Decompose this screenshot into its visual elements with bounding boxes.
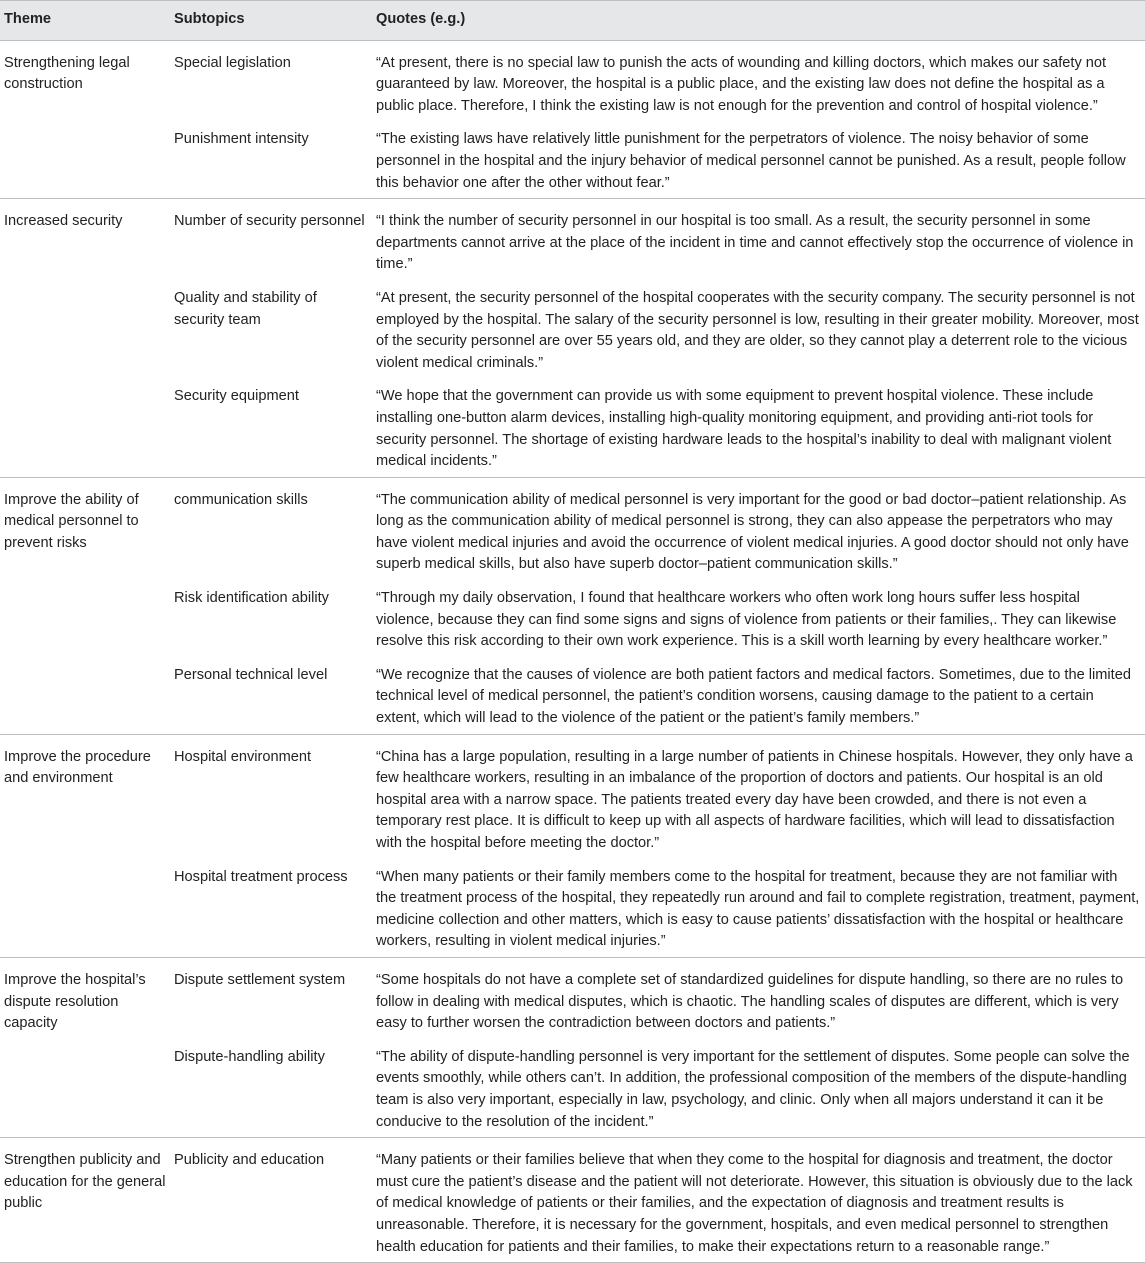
table-row (0, 734, 1145, 860)
header-subtopics: Subtopics (170, 1, 372, 41)
table-row (0, 40, 1145, 123)
subtopic-cell: Special legislation (174, 54, 291, 71)
table-header (0, 1, 1145, 41)
table-row (0, 199, 1145, 282)
theme-cell: Improve the procedure and environment (0, 734, 170, 957)
subtopic-cell: Dispute-handling ability (170, 1041, 372, 1138)
quote-cell: “China has a large population, resulting in a large number of patients in Chinese hospitals. However, they only have a few healthcare workers, resulting in an imbalance of the proportion of doctors and patients. Our hospital is an old hospital area with a narrow space. The patients treated every day have been crowded, and there is not even a temporary rest place. It is difficult to keep up with all aspects of hardware facilities, which will lead to dissatisfaction with the hospital before meeting the doctor.” (376, 748, 1133, 851)
quote-cell: “We hope that the government can provide us with some equipment to prevent hospital violence. These include installing one-button alarm devices, installing high-quality monitoring equipment, and providing anti-riot tools for security personnel. The shortage of existing hardware leads to the hospital’s inability to deal with malignant violent medical incidents.” (372, 380, 1145, 477)
quote-cell: “I think the number of security personnel in our hospital is too small. As a result, the security personnel in some departments cannot arrive at the place of the incident in time and cannot effectively stop the occurrence of violence in time.” (376, 213, 1134, 273)
quote-cell: “The existing laws have relatively little punishment for the perpetrators of violence. The noisy behavior of some personnel in the hospital and the injury behavior of medical personnel cannot be punished. As a result, people follow this behavior one after the other without fear.” (372, 123, 1145, 198)
quote-cell: “At present, there is no special law to punish the acts of wounding and killing doctors, which makes our safety not guaranteed by law. Moreover, the hospital is a public place, and the existing law does not define the hospital as a public place. Therefore, I think the existing law is not enough for the prevention and control of hospital violence.” (376, 54, 1107, 114)
theme-cell: Strengthen publicity and education for the general public (0, 1138, 170, 1263)
table-row (0, 861, 1145, 958)
theme-cell: Strengthening legal construction (0, 40, 170, 199)
subtopic-cell: communication skills (174, 491, 308, 508)
table-row (0, 1041, 1145, 1138)
quote-cell: “When many patients or their family members come to the hospital for treatment, because they are not familiar with the treatment process of the hospital, they repeatedly run around and fail to complete registration, treatment, payment, medicine collection and other matters, which is easy to cause patients’ dissatisfaction with the hospital or healthcare workers, resulting in violent medical injuries.” (372, 861, 1145, 958)
table-row (0, 123, 1145, 198)
subtopic-cell: Risk identification ability (174, 590, 329, 607)
header-quotes: Quotes (e.g.) (372, 1, 1145, 41)
subtopic-cell: Security equipment (170, 380, 372, 477)
table-body (0, 40, 1145, 1263)
theme-cell: Increased security (0, 199, 170, 478)
subtopic-cell: Number of security personnel (174, 213, 365, 230)
subtopic-cell: Punishment intensity (170, 123, 372, 198)
subtopic-cell: Hospital treatment process (170, 861, 372, 958)
quote-cell: “The communication ability of medical personnel is very important for the good or bad doctor–patient relationship. As long as the communication ability of medical personnel is strong, they can also appease the perpetrators who may have violent medical injuries and avoid the occurrence of violent medical injuries. A good doctor should not only have superb medical skills, but also have superb doctor–patient communication skills.” (376, 491, 1129, 573)
subtopic-cell: Quality and stability of security team (174, 289, 317, 328)
quote-cell: “Through my daily observation, I found that healthcare workers who often work long hours suffer less hospital violence, because they can find some signs and signs of violence from patients or their families,. They can likewise resolve this risk according to their own work experience. This is a skill worth learning by every healthcare worker.” (376, 590, 1117, 650)
subtopic-cell: Hospital environment (174, 748, 312, 765)
theme-cell: Improve the ability of medical personnel to prevent risks (0, 477, 170, 734)
quote-cell: “The ability of dispute-handling personnel is very important for the settlement of disputes. Some people can solve the events smoothly, while others can’t. In addition, the professional composition of the members of the dispute-handling team is also very important, especially in law, psychology, and clinic. Only when all majors understand it can it be conducive to the resolution of the incident.” (372, 1041, 1145, 1138)
table-row (0, 477, 1145, 582)
subtopic-cell: Personal technical level (170, 659, 372, 734)
subtopic-cell: Dispute settlement system (174, 971, 346, 988)
subtopic-cell: Publicity and education (170, 1138, 372, 1263)
table-row (0, 957, 1145, 1040)
table-row (0, 582, 1145, 659)
theme-cell: Improve the hospital’s dispute resolution capacity (0, 957, 170, 1137)
table-row (0, 282, 1145, 380)
table-row (0, 659, 1145, 734)
header-theme: Theme (0, 1, 170, 41)
quote-cell: “Many patients or their families believe that when they come to the hospital for diagnosis and treatment, the doctor must cure the patient’s disease and the patient will not deteriorate. However, this situation is obviously due to the lack of medical knowledge of patients or their families, and the expectation of diagnosis and treatment results is unreasonable. Therefore, it is necessary for the government, hospitals, and even medical personnel to strengthen health education for patients and their families, to make their expectations return to a reasonable range.” (372, 1138, 1145, 1263)
table-row (0, 380, 1145, 477)
header-row (0, 1, 1145, 41)
quote-cell: “We recognize that the causes of violence are both patient factors and medical factors. Sometimes, due to the limited technical level of medical personnel, the patient’s condition worsens, causing damage to the patient to a certain extent, which will lead to the violence of the patient or the patient’s family members.” (372, 659, 1145, 734)
quote-cell: “At present, the security personnel of the hospital cooperates with the security company. The security personnel is not employed by the hospital. The salary of the security personnel is low, resulting in their greater mobility. Moreover, most of the security personnel are over 55 years old, and they are older, so they cannot play a deterrent role to the vicious violent medical criminals.” (376, 289, 1139, 371)
quote-cell: “Some hospitals do not have a complete set of standardized guidelines for dispute handling, so there are no rules to follow in dealing with medical disputes, which is chaotic. The handling scales of disputes are different, which is very easy to further worsen the contradiction between doctors and patients.” (376, 971, 1124, 1032)
table-row (0, 1138, 1145, 1263)
